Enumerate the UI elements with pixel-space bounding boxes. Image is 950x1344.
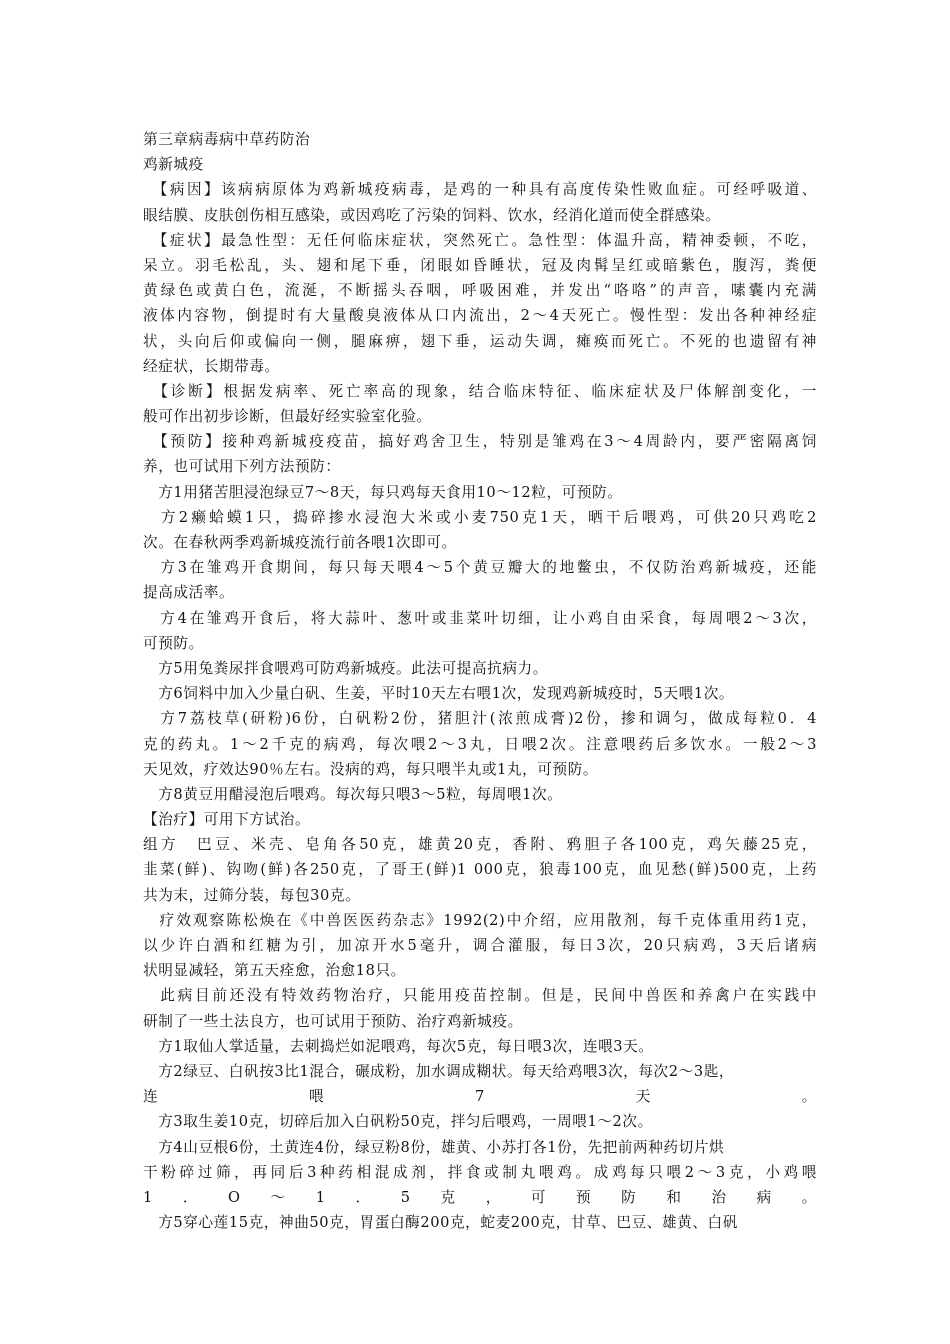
text-line: 连喂7天。 [143,1088,817,1106]
document-body [143,127,817,1235]
text-line: 【病因】该病病原体为鸡新城疫病毒，是鸡的一种具有高度传染性败血症。可经呼吸道、 [143,181,817,199]
text-line: 方8黄豆用醋浸泡后喂鸡。每次每只喂3～5粒，每周喂1次。 [143,785,563,803]
text-line: 天见效，疗效达90％左右。没病的鸡，每只喂半丸或1丸，可预防。 [143,760,599,778]
text-line: 次。在春秋两季鸡新城疫流行前各喂1次即可。 [143,534,457,551]
text-line: 液体内容物，倒提时有大量酸臭液体从口内流出，2～4天死亡。慢性型：发出各种神经症 [143,307,817,325]
text-line: 干粉碎过筛，再同后3种药相混成剂，拌食或制丸喂鸡。成鸡每只喂2～3克，小鸡喂 [143,1163,817,1181]
text-line: 【预防】接种鸡新城疫疫苗，搞好鸡舍卫生，特别是雏鸡在3～4周龄内，要严密隔离饲 [143,433,817,451]
text-line: 状明显减轻，第五天痊愈，治愈18只。 [143,962,406,980]
text-line: 状，头向后仰或偏向一侧，腿麻痹，翅下垂，运动失调，瘫痪而死亡。不死的也遗留有神 [143,332,817,350]
text-line: 方1取仙人掌适量，去刺捣烂如泥喂鸡，每次5克，每日喂3次，连喂3天。 [143,1037,654,1055]
text-line: 方5穿心莲15克，神曲50克，胃蛋白酶200克，蛇麦200克，甘草、巴豆、雄黄、白矾 [143,1214,738,1232]
text-line: 可预防。 [143,634,204,652]
text-line: 1．O～1．5克，可预防和治病。 [143,1188,817,1206]
text-line: 【症状】最急性型：无任何临床症状，突然死亡。急性型：体温升高，精神委顿，不吃， [143,231,817,249]
text-line: 研制了一些土法良方，也可试用于预防、治疗鸡新城疫。 [143,1012,523,1030]
text-line: 组方 巴豆、米壳、皂角各50克，雄黄20克，香附、鸦胆子各100克，鸡矢藤25克， [143,836,817,854]
text-line: 以少许白酒和红糖为引，加凉开水5毫升，调合灌服，每日3次，20只病鸡，3天后诸病 [143,937,817,954]
text-line: 此病目前还没有特效药物治疗，只能用疫苗控制。但是，民间中兽医和养禽户在实践中 [143,987,817,1005]
text-line: 克的药丸。1～2千克的病鸡，每次喂2～3丸，日喂2次。注意喂药后多饮水。一般2～3 [143,735,817,753]
text-line: 方5用兔粪尿拌食喂鸡可防鸡新城疫。此法可提高抗病力。 [143,659,548,677]
text-line: 黄绿色或黄白色，流涎，不断摇头吞咽，呼吸困难，并发出“咯咯”的声音，嗉囊内充满 [143,282,817,300]
text-line: 提高成活率。 [143,584,235,602]
text-line: 【诊断】根据发病率、死亡率高的现象，结合临床特征、临床症状及尸体解剖变化，一 [143,382,817,400]
text-line: 方3在雏鸡开食期间，每只每天喂4～5个黄豆瓣大的地鳖虫，不仅防治鸡新城疫，还能 [143,559,817,577]
text-line: 眼结膜、皮肤创伤相互感染，或因鸡吃了污染的饲料、饮水，经消化道而使全群感染。 [143,206,721,224]
text-line: 疗效观察陈松焕在《中兽医医药杂志》1992(2)中介绍，应用散剂，每千克体重用药1克， [143,911,817,929]
text-line: 方4山豆根6份，土黄连4份，绿豆粉8份，雄黄、小苏打各1份，先把前两种药切片烘 [143,1138,725,1156]
text-line: 养，也可试用下列方法预防： [143,458,341,476]
text-line: 经症状，长期带毒。 [143,357,280,375]
chapter-title: 第三章病毒病中草药防治 [143,131,311,148]
paragraph-lines [143,177,817,1235]
text-line: 方4在雏鸡开食后，将大蒜叶、葱叶或韭菜叶切细，让小鸡自由采食，每周喂2～3次， [143,609,817,627]
text-line: 韭菜(鲜)、钩吻(鲜)各250克，了哥王(鲜)1 000克，狼毒100克，血见愁(鲜)500克，上药 [143,861,817,879]
text-line: 方1用猪苦胆浸泡绿豆7～8天，每只鸡每天食用10～12粒，可预防。 [143,483,623,501]
text-line: 般可作出初步诊断，但最好经实验室化验。 [143,408,432,426]
text-line: 方2癞蛤蟆1只，捣碎掺水浸泡大米或小麦750克1天，晒干后喂鸡，可供20只鸡吃2 [143,508,817,526]
text-line: 【治疗】可用下方试治。 [143,811,311,829]
text-line: 方7荔枝草(研粉)6份，白矾粉2份，猪胆汁(浓煎成膏)2份，掺和调匀，做成每粒0．4 [143,710,817,728]
text-line: 共为末，过筛分装，每包30克。 [143,886,361,904]
text-line: 方6饲料中加入少量白矾、生姜，平时10天左右喂1次，发现鸡新城疫时，5天喂1次。 [143,685,735,703]
text-line: 方2绿豆、白矾按3比1混合，碾成粉，加水调成糊状。每天给鸡喂3次，每次2～3匙， [143,1062,735,1080]
text-line: 方3取生姜10克，切碎后加入白矾粉50克，拌匀后喂鸡，一周喂1～2次。 [143,1113,653,1131]
section-title: 鸡新城疫 [143,156,204,174]
text-line: 呆立。羽毛松乱，头、翅和尾下垂，闭眼如昏睡状，冠及肉髯呈红或暗紫色，腹泻，粪便 [143,256,817,274]
